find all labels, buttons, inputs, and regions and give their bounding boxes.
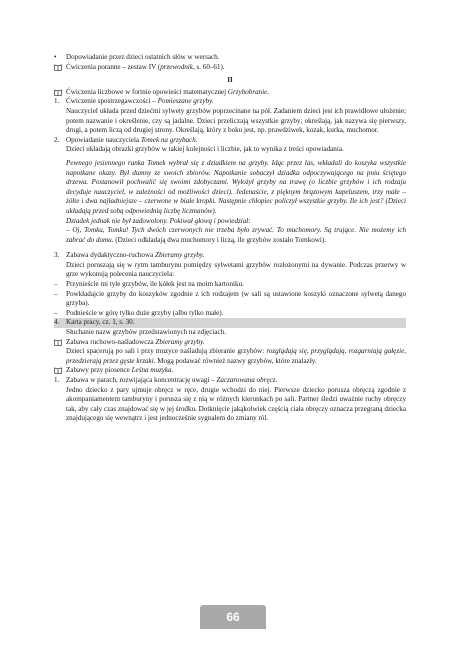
numbered-item: 1. Zabawa w parach, rozwijająca koncentrację uwagi – Zaczarowana obręcz.: [54, 376, 278, 384]
dash-item: – Przynieście mi tyle grzybów, ile kółek jest na moim kartoniku.: [54, 280, 244, 289]
book-icon: [54, 339, 62, 346]
book-icon: [54, 89, 62, 96]
paragraph: Jedno dziecko z pary ujmuje obręcz w ręce, drugie wchodzi do niej. Pierwsze dziecko porusza obręczą zgodnie z akompaniamentem tamburyny i porusza się z nią w różnych kierunkach po sali. Partner śledzi uważnie ruchy obręczy tak, aby cały czas znajdować się w jej środku. Dotknięcie jakąkolwiek częścią ciała obręczy oznacza przegraną dziecka znajdującego się wewnątrz i jest jednocześnie sygnałem do zmiany ról.: [66, 385, 406, 423]
dash-item: – Podnieście w górę tylko duże grzyby (albo tylko małe).: [54, 308, 224, 317]
activity-title: Zabawy przy piosence Leśna muzyka.: [54, 366, 406, 376]
section-heading: II: [227, 76, 233, 85]
numbered-item: 1. Ćwiczenie spostrzegawczości – Pomieszane grzyby.: [54, 97, 214, 106]
story-text: Pewnego jesiennego ranka Tomek wybrał się z dziadkiem na grzyby. Idąc przez las, wkładali do koszyka wszystkie napotkane okazy. Był dumny ze swoich zbiorów. Napotkanie sobaczył dziadka odpoczywającego na pniu ściętego drzewa. Postanowił pochwalić się swoimi zdobyczami. Wyłożył grzyby na trawę (o liczbie grzybów i ich rodzaju decyduje nauczyciel, w zależności od możliwości dzieci). Jedenaście, z pięknym brązowym kapeluszem, trzy małe – żółte i dwa najładniejsze – czerwone w białe kropki. Następnie chłopiec policzył wszystkie grzyby. Ile ich jest? (Dzieci układają przed sobą odpowiednią liczbę liczmanów).: [66, 158, 406, 215]
paragraph: Nauczyciel układa przed dziećmi sylwety grzybów poprzecinane na pół. Zadaniem dzieci jest ich prawidłowe ułożenie; potem nazwanie i określenie, czy są jadalne. Dzieci przeliczają wszystkie grzyby; określają, jak nazywa się pierwszy, drugi, a potem liczą od drugiej strony. Określają, który z boku jest, np. prawdziwek, kozak, kurka, muchomor.: [66, 106, 406, 135]
exercise-item: Ćwiczenia poranne – zestaw IV (przewodnik, s. 60–61).: [54, 63, 406, 73]
activity-title: Ćwiczenia liczbowe w formie opowieści matematycznej Grzybobranie.: [54, 88, 406, 98]
bullet-item: [54, 53, 406, 63]
numbered-item: 4. Karta pracy, cz. 1, s. 30.: [54, 318, 406, 328]
paragraph: Dzieci spacerują po sali i przy muzyce naśladują zbieranie grzybów: rozglądają się, przyglądają, rozgarniają gałęzie, przedzierają przez gęste krzaki. Mogą podawać również nazwy grzybów, które znalazły.: [66, 347, 406, 365]
paragraph: Dzieci poruszają się w rytm tamburynu pomiędzy sylwetami grzybów rozłożonymi na dywanie. Podczas przerwy w grze wykonują polecenia nauczyciela:: [66, 260, 406, 279]
page-number: 66: [200, 605, 266, 629]
text-line: Dopowiadanie przez dzieci ostatnich słów w wersach.: [66, 53, 220, 61]
dash-item: – Powkładajcie grzyby do koszyków zgodnie z ich rodzajem (w sali są ustawione koszyki oznaczone sylwetą danego grzyba).: [54, 289, 406, 308]
paragraph: Słuchanie nazw grzybów przedstawionych na zdjęciach.: [66, 328, 226, 337]
dash-icon: –: [54, 308, 58, 317]
book-icon: [54, 64, 62, 71]
dash-icon: –: [54, 289, 58, 298]
bullet-icon: •: [54, 53, 57, 61]
numbered-item: 3. Zabawa dydaktyczno-ruchowa Zbieramy grzyby.: [54, 251, 205, 260]
dash-icon: –: [54, 280, 58, 289]
activity-title: Zabawa ruchowo-naśladowcza Zbieramy grzyby.: [54, 338, 406, 348]
story-text: Dziadek jednak nie był zadowolony. Pokiwał głową i powiedział:: [66, 216, 251, 225]
paragraph: Dzieci układają obrazki grzybów w takiej kolejności i liczbie, jak to wynika z treści opowiadania.: [66, 145, 344, 154]
page-content: [54, 53, 406, 424]
numbered-item: 2. Opowiadanie nauczyciela Tomek na grzybach.: [54, 135, 198, 144]
book-icon: [54, 367, 62, 374]
story-text: – Oj, Tomku, Tomku! Tych dwóch czerwonych nie trzeba było zrywać. To muchomory. Są trujące. Nie możemy ich zabrać do domu. (Dzieci odkładają dwa muchomory i liczą, ile grzybów zostało Tomkowi).: [66, 226, 406, 244]
